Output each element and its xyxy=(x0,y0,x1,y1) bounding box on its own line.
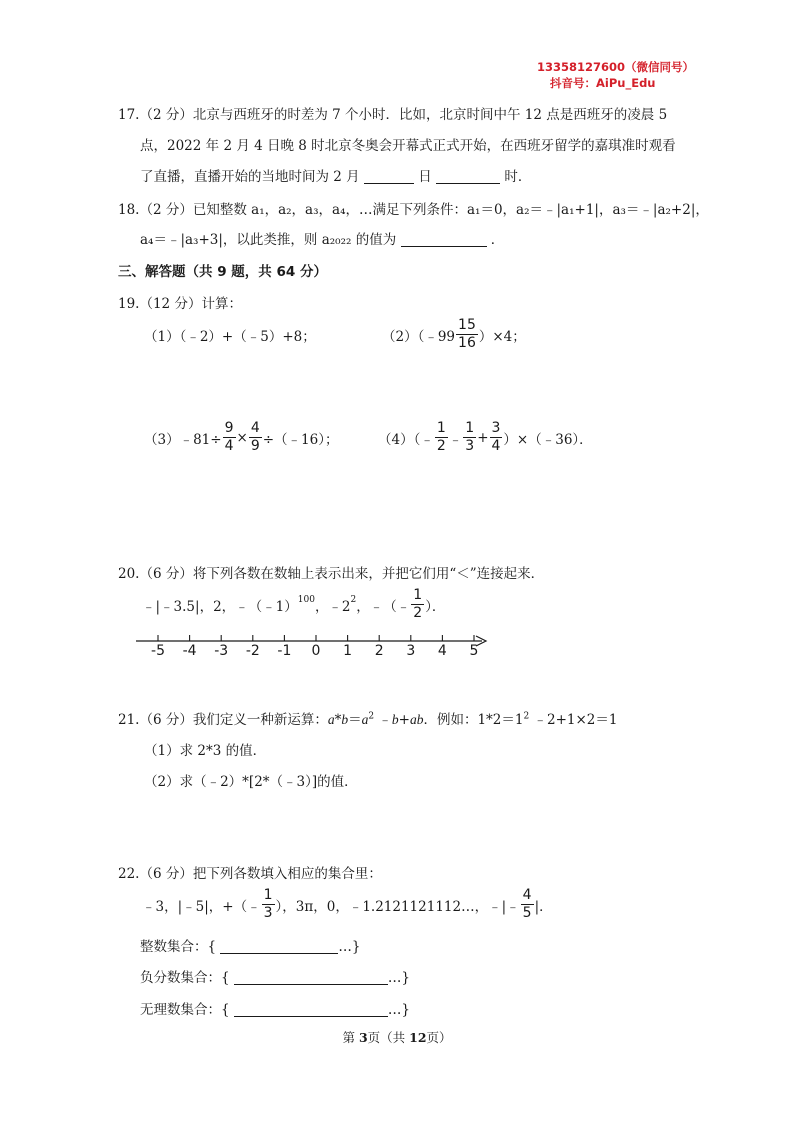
set-label: 整数集合：{ xyxy=(140,939,217,955)
q19-part4 xyxy=(378,420,593,455)
axis-tick-label: -3 xyxy=(214,643,229,659)
footer-mid: 页（共 xyxy=(367,1030,410,1045)
q22-fraction2 xyxy=(521,887,534,922)
q19-p4-text-b: ﹣ xyxy=(448,431,463,448)
set-irrationals-blank[interactable] xyxy=(234,1002,388,1017)
q20-sup1: 100 xyxy=(297,595,315,605)
fraction-numerator: 1 xyxy=(465,420,475,436)
axis-ticks xyxy=(158,635,474,641)
q18-line2 xyxy=(140,228,504,248)
q22-set-integers xyxy=(140,935,360,955)
fraction-denominator: 4 xyxy=(491,438,501,454)
fraction-numerator: 1 xyxy=(263,887,273,903)
q19-part2 xyxy=(382,317,526,352)
fraction-numerator: 1 xyxy=(436,420,446,436)
fraction-numerator: 9 xyxy=(224,420,234,436)
axis-tick-label: 4 xyxy=(437,643,447,659)
q19-part3 xyxy=(144,420,339,455)
fraction-denominator: 4 xyxy=(224,438,234,454)
q22-stem: 22.（6 分）把下列各数填入相应的集合里： xyxy=(118,866,382,882)
q19-p4-text-a: （4）（﹣ xyxy=(378,431,434,448)
q17-line1: 17.（2 分）北京与西班牙的时差为 7 个小时．比如，北京时间中午 12 点是西班牙的凌晨 5 xyxy=(118,107,668,123)
q19-p4-fraction2 xyxy=(463,420,476,455)
q22-set-irrationals xyxy=(140,998,410,1018)
axis-tick-label: -1 xyxy=(277,643,292,659)
fraction-numerator: 15 xyxy=(458,317,476,333)
q22-nums-b: ），3π，0，﹣1.2121121112…，﹣|﹣ xyxy=(275,898,520,915)
fraction-numerator: 3 xyxy=(491,420,501,436)
fraction-denominator: 2 xyxy=(436,438,446,454)
q19-stem: 19.（12 分）计算： xyxy=(118,296,242,312)
q19-p3-fraction1 xyxy=(223,420,236,455)
fraction-denominator: 9 xyxy=(250,438,260,454)
q18-text-b: ． xyxy=(490,232,505,248)
q21-stem: 21.（6 分）我们定义一种新运算：$a*b=a^2$ ﹣b+ab．例如：$1*2=1^2$ ﹣2+1×2＝1 xyxy=(118,711,618,728)
set-negative-fractions-blank[interactable] xyxy=(234,970,388,985)
page-footer xyxy=(0,1028,794,1046)
footer-total: 12 xyxy=(409,1030,427,1045)
q20-stem: 20.（6 分）将下列各数在数轴上表示出来，并把它们用“＜”连接起来． xyxy=(118,566,545,582)
fraction-denominator: 3 xyxy=(263,905,273,921)
q19-p4-text-d: ）×（﹣36）． xyxy=(503,431,593,448)
q20-sup2: 2 xyxy=(350,595,357,605)
q17-text-a: 了直播，直播开始的当地时间为 2 月 xyxy=(140,169,360,185)
fraction-denominator: 3 xyxy=(465,438,475,454)
q19-p4-fraction3 xyxy=(490,420,503,455)
q22-nums-a: ﹣3，|﹣5|，+（﹣ xyxy=(142,898,261,915)
q17-line3 xyxy=(140,165,531,185)
set-end: …} xyxy=(387,970,410,986)
fraction-numerator: 4 xyxy=(522,887,532,903)
axis-tick-label: 5 xyxy=(469,643,479,659)
axis-tick-label: -4 xyxy=(182,643,197,659)
q19-p3-text-a: （3）﹣81÷ xyxy=(144,431,222,448)
q22-set-negative-fractions xyxy=(140,966,410,986)
set-end: …} xyxy=(338,939,361,955)
q19-part1: （1）（﹣2）+（﹣5）+8； xyxy=(144,329,316,345)
fraction-denominator: 2 xyxy=(413,605,423,621)
q18-blank[interactable] xyxy=(401,232,487,247)
number-line xyxy=(136,632,496,672)
fraction-denominator: 16 xyxy=(458,335,476,351)
axis-tick-label: -2 xyxy=(245,643,260,659)
q20-numbers xyxy=(142,587,445,622)
q20-nums-c: ，﹣（﹣ xyxy=(356,598,411,615)
q19-p3-text-c: ÷（﹣16）； xyxy=(262,431,339,448)
axis-tick-label: 2 xyxy=(374,643,384,659)
q22-fraction1 xyxy=(262,887,275,922)
axis-tick-label: 1 xyxy=(343,643,353,659)
q20-nums-a: ﹣|﹣3.5|，2，﹣（﹣1） xyxy=(142,598,298,615)
axis-tick-labels xyxy=(136,643,496,663)
q21-part1: （1）求 2*3 的值． xyxy=(144,743,267,759)
q17-blank-hour[interactable] xyxy=(436,169,500,184)
q19-p2-text-b: ）×4； xyxy=(478,328,526,345)
axis-tick-label: 0 xyxy=(311,643,321,659)
q20-nums-b: ，﹣2 xyxy=(314,598,351,615)
q19-p3-fraction2 xyxy=(249,420,262,455)
q18-text-a: a₄＝﹣|a₃+3|，以此类推，则 a₂₀₂₂ 的值为 xyxy=(140,232,397,248)
set-label: 无理数集合：{ xyxy=(140,1002,230,1018)
watermark-phone: 13358127600（微信同号） xyxy=(537,60,695,74)
q20-fraction xyxy=(411,587,424,622)
q17-blank-day[interactable] xyxy=(364,169,414,184)
q17-text-b: 日 xyxy=(418,169,432,185)
q19-p2-fraction xyxy=(456,317,478,352)
q18-line1: 18.（2 分）已知整数 a₁，a₂，a₃，a₄，…满足下列条件：a₁＝0，a₂＝﹣|a₁+1|，a₃＝﹣|a₂+2|， xyxy=(118,202,709,218)
fraction-numerator: 4 xyxy=(250,420,260,436)
q19-p4-text-c: + xyxy=(477,429,489,446)
set-label: 负分数集合：{ xyxy=(140,970,230,986)
footer-page: 3 xyxy=(358,1030,368,1045)
q17-text-c: 时． xyxy=(504,169,532,185)
watermark-douyin: 抖音号：AiPu_Edu xyxy=(550,76,656,90)
q22-nums-c: |． xyxy=(534,898,553,915)
footer-post: 页） xyxy=(426,1030,452,1045)
q20-nums-d: ）． xyxy=(425,598,446,615)
section-title: 三、解答题（共 9 题，共 64 分） xyxy=(118,264,327,280)
set-integers-blank[interactable] xyxy=(220,939,338,954)
q22-numbers xyxy=(142,887,553,922)
fraction-numerator: 1 xyxy=(413,587,423,603)
axis-tick-label: -5 xyxy=(151,643,165,659)
q19-p2-text-a: （2）（﹣99 xyxy=(382,328,456,345)
axis-tick-label: 3 xyxy=(406,643,416,659)
set-end: …} xyxy=(387,1002,410,1018)
q19-p4-fraction1 xyxy=(435,420,448,455)
q21-part2: （2）求（﹣2）*[2*（﹣3）]的值． xyxy=(144,774,358,790)
fraction-denominator: 5 xyxy=(522,905,532,921)
q19-p3-text-b: × xyxy=(236,429,248,446)
footer-pre: 第 xyxy=(342,1030,359,1045)
q17-line2: 点，2022 年 2 月 4 日晚 8 时北京冬奥会开幕式正式开始，在西班牙留学的嘉琪准时观看 xyxy=(140,138,676,154)
